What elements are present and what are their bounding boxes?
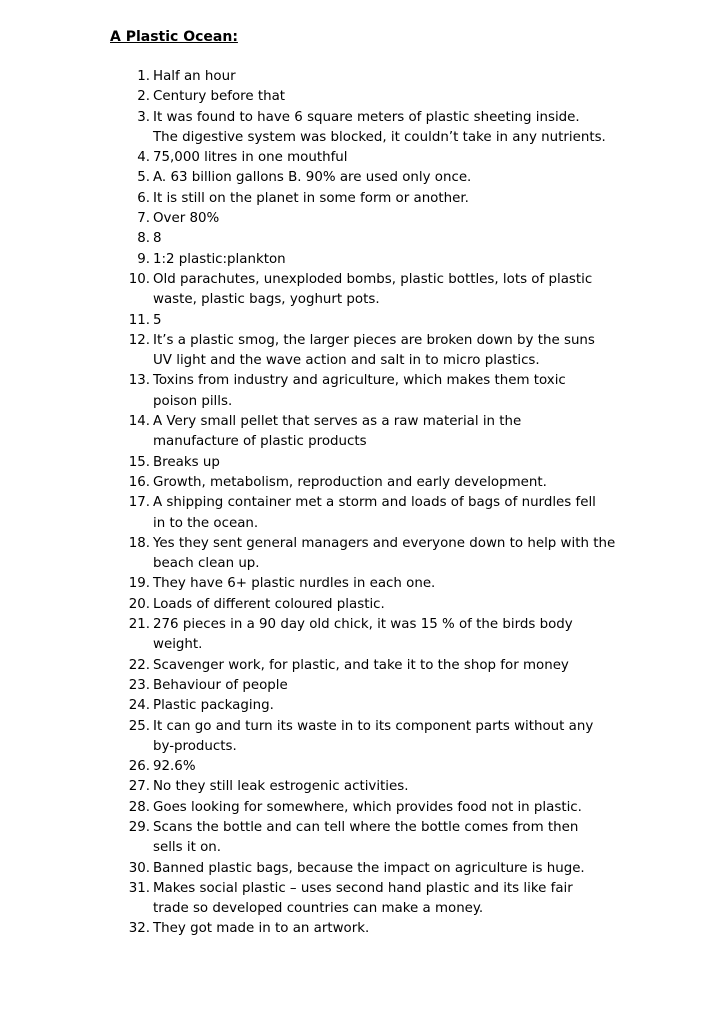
list-item bbox=[0, 311, 724, 331]
list-item bbox=[0, 534, 724, 575]
list-item-text: No they still leak estrogenic activities. bbox=[153, 779, 409, 795]
list-item-number: 23. bbox=[128, 677, 150, 693]
list-item bbox=[0, 919, 724, 939]
list-item-text: by-products. bbox=[153, 738, 237, 754]
list-item bbox=[0, 859, 724, 879]
list-item-text: UV light and the wave action and salt in to micro plastics. bbox=[153, 353, 540, 369]
list-item-text: Growth, metabolism, reproduction and early development. bbox=[153, 474, 547, 490]
list-item bbox=[0, 250, 724, 270]
list-item-text: Goes looking for somewhere, which provides food not in plastic. bbox=[153, 799, 582, 815]
list-item-text: Behaviour of people bbox=[153, 677, 288, 693]
list-item-number: 1. bbox=[137, 69, 150, 84]
list-item bbox=[0, 574, 724, 594]
list-item-text: manufacture of plastic products bbox=[153, 434, 367, 450]
list-item bbox=[0, 473, 724, 493]
list-item bbox=[0, 189, 724, 209]
list-item-text: Breaks up bbox=[153, 454, 220, 470]
list-item bbox=[0, 595, 724, 615]
list-item bbox=[0, 656, 724, 676]
list-item-text: They have 6+ plastic nurdles in each one. bbox=[153, 576, 436, 592]
list-item-number: 24. bbox=[128, 698, 150, 714]
list-item bbox=[0, 270, 724, 311]
list-item-text: 92.6% bbox=[153, 759, 196, 775]
list-item-number: 2. bbox=[137, 89, 150, 105]
list-item bbox=[0, 615, 724, 656]
list-item-text: 276 pieces in a 90 day old chick, it was 15 % of the birds body bbox=[153, 617, 573, 633]
list-item-number: 26. bbox=[128, 759, 150, 775]
list-item-text: sells it on. bbox=[153, 840, 222, 856]
list-item-number: 18. bbox=[128, 535, 150, 551]
list-item-text: 1:2 plastic:plankton bbox=[153, 251, 286, 267]
list-item-text: Scans the bottle and can tell where the bottle comes from then bbox=[153, 819, 579, 835]
list-item-text: A shipping container met a storm and loads of bags of nurdles fell bbox=[153, 495, 596, 511]
list-item-text: Over 80% bbox=[153, 211, 220, 227]
list-item-number: 10. bbox=[128, 271, 150, 287]
list-item-text: weight. bbox=[153, 637, 203, 653]
list-item-number: 6. bbox=[137, 190, 150, 206]
list-item-text: 75,000 litres in one mouthful bbox=[153, 150, 348, 166]
list-item-text: The digestive system was blocked, it couldn’t take in any nutrients. bbox=[153, 129, 606, 145]
list-item bbox=[0, 453, 724, 473]
list-item-text: Makes social plastic – uses second hand plastic and its like fair bbox=[153, 880, 573, 896]
list-item-text: Loads of different coloured plastic. bbox=[153, 596, 385, 612]
list-item bbox=[0, 717, 724, 758]
list-item bbox=[0, 371, 724, 412]
list-item-number: 19. bbox=[128, 576, 150, 592]
list-item bbox=[0, 676, 724, 696]
list-item-number: 5. bbox=[137, 170, 150, 186]
list-item bbox=[0, 168, 724, 188]
list-item-text: A Very small pellet that serves as a raw material in the bbox=[153, 414, 522, 430]
list-item bbox=[0, 798, 724, 818]
list-item-text: Half an hour bbox=[153, 69, 236, 84]
list-item bbox=[0, 493, 724, 534]
list-item-number: 27. bbox=[128, 779, 150, 795]
list-item-text: Old parachutes, unexploded bombs, plastic bottles, lots of plastic bbox=[153, 271, 593, 287]
list-item-text: beach clean up. bbox=[153, 556, 260, 572]
list-item bbox=[0, 67, 724, 87]
list-item-text: waste, plastic bags, yoghurt pots. bbox=[153, 292, 380, 308]
list-item-number: 7. bbox=[137, 211, 150, 227]
list-item-number: 25. bbox=[128, 718, 150, 734]
list-item bbox=[0, 108, 724, 149]
list-item bbox=[0, 331, 724, 372]
list-item-text: It can go and turn its waste in to its component parts without any bbox=[153, 718, 594, 734]
list-item-text: poison pills. bbox=[153, 393, 233, 409]
list-item bbox=[0, 209, 724, 229]
list-item bbox=[0, 229, 724, 249]
list-item-text: 5 bbox=[153, 312, 162, 328]
list-item-number: 17. bbox=[128, 495, 150, 511]
list-item-number: 31. bbox=[128, 880, 150, 896]
list-item-text: It was found to have 6 square meters of plastic sheeting inside. bbox=[153, 109, 580, 125]
list-item-number: 9. bbox=[137, 251, 150, 267]
list-item bbox=[0, 148, 724, 168]
answer-list bbox=[0, 67, 724, 940]
list-item-number: 12. bbox=[128, 332, 150, 348]
list-item-number: 21. bbox=[128, 617, 150, 633]
list-item bbox=[0, 818, 724, 859]
list-item-number: 28. bbox=[128, 799, 150, 815]
list-item-text: Banned plastic bags, because the impact on agriculture is huge. bbox=[153, 860, 585, 876]
list-item-number: 14. bbox=[128, 414, 150, 430]
list-item-text: trade so developed countries can make a money. bbox=[153, 901, 484, 917]
list-item-number: 11. bbox=[128, 312, 150, 328]
list-item-text: It is still on the planet in some form or another. bbox=[153, 190, 469, 206]
list-item bbox=[0, 757, 724, 777]
list-item-number: 4. bbox=[137, 150, 150, 166]
list-item-text: A. 63 billion gallons B. 90% are used only once. bbox=[153, 170, 472, 186]
list-item-number: 32. bbox=[128, 921, 150, 937]
list-item-text: Toxins from industry and agriculture, which makes them toxic bbox=[153, 373, 566, 389]
list-item-text: in to the ocean. bbox=[153, 515, 259, 531]
list-item bbox=[0, 87, 724, 107]
list-item-number: 16. bbox=[128, 474, 150, 490]
list-item bbox=[0, 412, 724, 453]
list-item-text: It’s a plastic smog, the larger pieces are broken down by the suns bbox=[153, 332, 595, 348]
list-item-number: 13. bbox=[128, 373, 150, 389]
list-item bbox=[0, 696, 724, 716]
list-item-text: Scavenger work, for plastic, and take it to the shop for money bbox=[153, 657, 569, 673]
list-item-number: 22. bbox=[128, 657, 150, 673]
page-title: A Plastic Ocean: bbox=[110, 29, 238, 45]
list-item-number: 8. bbox=[137, 231, 150, 247]
list-item-number: 20. bbox=[128, 596, 150, 612]
list-item-number: 30. bbox=[128, 860, 150, 876]
list-item-text: Plastic packaging. bbox=[153, 698, 274, 714]
list-item-text: 8 bbox=[153, 231, 162, 247]
list-item-number: 15. bbox=[128, 454, 150, 470]
list-item bbox=[0, 777, 724, 797]
list-item-text: Yes they sent general managers and everyone down to help with the bbox=[153, 535, 616, 551]
list-item-text: Century before that bbox=[153, 89, 286, 105]
list-item-number: 29. bbox=[128, 819, 150, 835]
list-item-text: They got made in to an artwork. bbox=[153, 921, 370, 937]
list-item bbox=[0, 879, 724, 920]
list-item-number: 3. bbox=[137, 109, 150, 125]
